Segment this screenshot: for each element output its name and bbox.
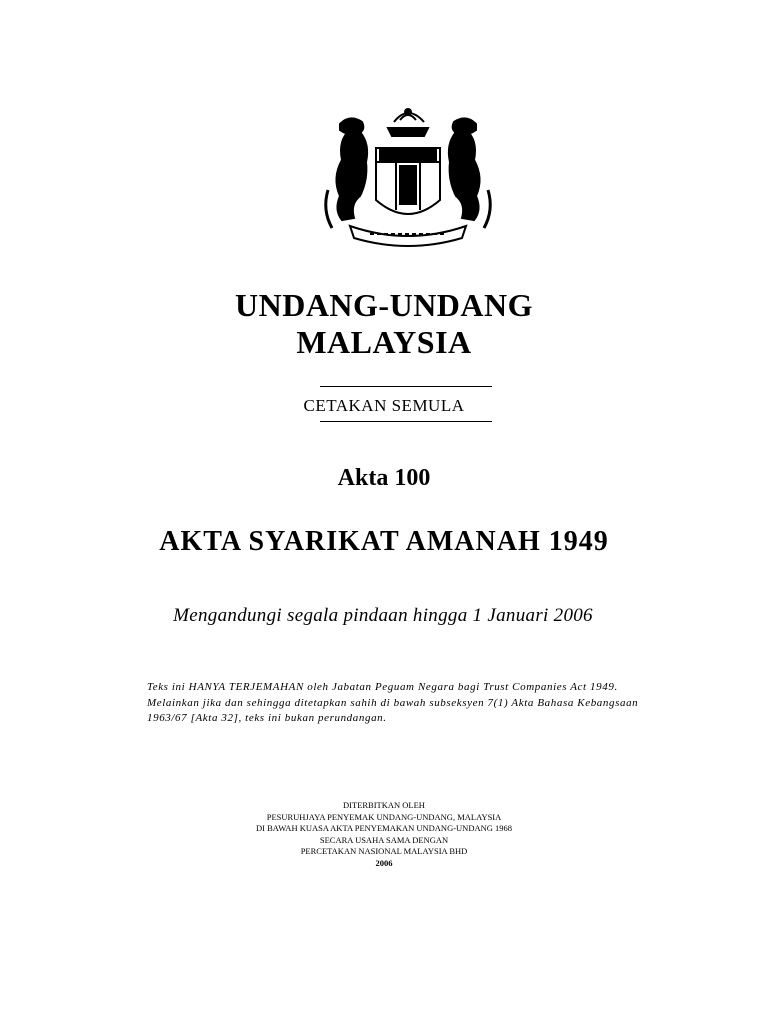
publisher-line-4: SECARA USAHA SAMA DENGAN: [319, 834, 449, 845]
title-line-1: UNDANG-UNDANG: [234, 287, 534, 323]
disclaimer-line-1: Teks ini HANYA TERJEMAHAN oleh Jabatan Peguam Negara bagi Trust Companies Act 1949.: [147, 681, 618, 693]
publication-year: 2006: [375, 857, 393, 868]
publisher-block: [0, 800, 768, 869]
publisher-line-1: DITERBITKAN OLEH: [343, 800, 425, 810]
amendment-note: Mengandungi segala pindaan hingga 1 Januari 2006: [173, 605, 593, 626]
publisher-line-2: PESURUHJAYA PENYEMAK UNDANG-UNDANG, MALAYSIA: [266, 811, 502, 822]
disclaimer-line-3: 1963/67 [Akta 32], teks ini bukan perundangan.: [147, 712, 387, 724]
act-title: AKTA SYARIKAT AMANAH 1949: [159, 526, 609, 557]
divider-bottom: [320, 421, 492, 422]
publisher-line-3: DI BAWAH KUASA AKTA PENYEMAKAN UNDANG-UNDANG 1968: [256, 823, 512, 833]
coat-of-arms-icon: [310, 100, 506, 252]
divider-top: [320, 386, 492, 387]
reprint-label: CETAKAN SEMULA: [303, 396, 465, 415]
disclaimer-line-2: Melainkan jika dan sehingga ditetapkan sahih di bawah subseksyen 7(1) Akta Bahasa Kebangsaan: [147, 696, 639, 709]
translation-disclaimer: [147, 680, 677, 727]
title-line-2: MALAYSIA: [296, 324, 472, 360]
publisher-line-5: PERCETAKAN NASIONAL MALAYSIA BHD: [300, 846, 468, 856]
act-number: Akta 100: [337, 465, 431, 491]
